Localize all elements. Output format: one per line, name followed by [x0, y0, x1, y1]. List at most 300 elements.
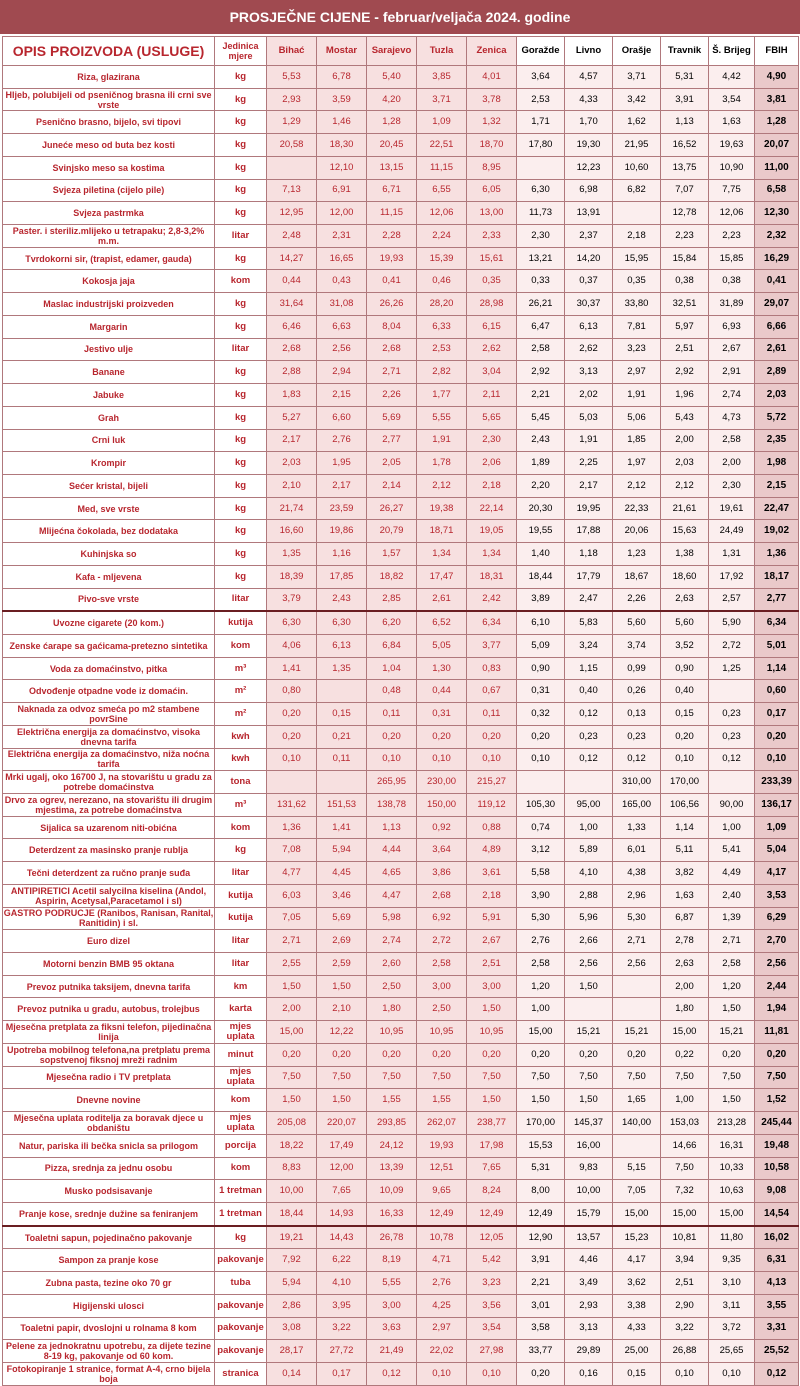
price-cell: 262,07 — [417, 1112, 467, 1135]
price-cell: 7,50 — [661, 1066, 709, 1089]
price-cell: 5,30 — [613, 907, 661, 930]
price-cell: 0,92 — [417, 816, 467, 839]
price-cell: 95,00 — [565, 794, 613, 817]
fbih-average-cell: 7,50 — [755, 1066, 799, 1089]
price-cell: 6,71 — [367, 179, 417, 202]
header-city: Goražde — [517, 37, 565, 66]
product-description: Maslac industrijski proizveden — [3, 293, 215, 316]
price-cell: 2,56 — [317, 338, 367, 361]
unit-cell: kg — [215, 406, 267, 429]
price-cell: 1,96 — [661, 384, 709, 407]
price-cell: 5,94 — [267, 1272, 317, 1295]
price-cell: 18,39 — [267, 565, 317, 588]
price-cell: 16,60 — [267, 520, 317, 543]
price-cell: 0,10 — [267, 748, 317, 771]
unit-cell: litar — [215, 588, 267, 611]
price-cell: 0,23 — [709, 703, 755, 726]
header-city: Tuzla — [417, 37, 467, 66]
fbih-average-cell: 9,08 — [755, 1180, 799, 1203]
price-cell: 5,31 — [661, 66, 709, 89]
price-cell: 2,56 — [613, 953, 661, 976]
price-cell: 17,49 — [317, 1134, 367, 1157]
price-cell: 140,00 — [613, 1112, 661, 1135]
price-cell: 7,92 — [267, 1249, 317, 1272]
price-cell: 1,00 — [565, 816, 613, 839]
table-row — [3, 225, 799, 248]
price-cell: 3,11 — [709, 1294, 755, 1317]
product-description: Mjesečna uplata roditelja za boravak djece u obdaništu — [3, 1112, 215, 1135]
table-row — [3, 406, 799, 429]
fbih-average-cell: 245,44 — [755, 1112, 799, 1135]
unit-cell: m² — [215, 680, 267, 703]
price-cell: 2,88 — [565, 884, 613, 907]
price-cell: 1,80 — [367, 998, 417, 1021]
price-cell: 20,06 — [613, 520, 661, 543]
price-cell: 1,62 — [613, 111, 661, 134]
table-row — [3, 202, 799, 225]
price-cell: 215,27 — [467, 771, 517, 794]
price-cell: 1,13 — [367, 816, 417, 839]
price-cell: 2,18 — [467, 474, 517, 497]
price-cell: 2,15 — [317, 384, 367, 407]
price-cell: 0,10 — [661, 748, 709, 771]
price-cell: 2,62 — [467, 338, 517, 361]
table-row — [3, 452, 799, 475]
table-row — [3, 634, 799, 657]
price-cell: 17,85 — [317, 565, 367, 588]
price-cell: 6,34 — [467, 611, 517, 634]
header-city: Bihać — [267, 37, 317, 66]
price-cell: 2,74 — [709, 384, 755, 407]
price-table — [2, 36, 799, 1386]
price-cell: 14,66 — [661, 1134, 709, 1157]
product-description: Jestivo ulje — [3, 338, 215, 361]
unit-cell: kg — [215, 497, 267, 520]
table-row — [3, 998, 799, 1021]
price-cell: 2,03 — [661, 452, 709, 475]
price-cell: 12,49 — [517, 1202, 565, 1225]
price-cell: 12,22 — [317, 1021, 367, 1044]
price-cell: 12,06 — [417, 202, 467, 225]
table-header-row — [3, 37, 799, 66]
price-cell: 0,20 — [417, 725, 467, 748]
product-description: Juneće meso od buta bez kosti — [3, 134, 215, 157]
price-cell: 4,57 — [565, 66, 613, 89]
price-cell: 7,81 — [613, 315, 661, 338]
price-cell: 1,71 — [517, 111, 565, 134]
price-cell: 1,16 — [317, 543, 367, 566]
price-cell: 8,00 — [517, 1180, 565, 1203]
price-cell: 2,26 — [613, 588, 661, 611]
price-cell: 14,43 — [317, 1226, 367, 1249]
product-description: Natur, pariska ili bečka snicla sa prilogom — [3, 1134, 215, 1157]
price-cell: 213,28 — [709, 1112, 755, 1135]
price-cell: 0,10 — [467, 1362, 517, 1385]
price-cell: 0,33 — [517, 270, 565, 293]
price-cell: 8,24 — [467, 1180, 517, 1203]
price-cell: 0,11 — [317, 748, 367, 771]
product-description: Prevoz putnika u gradu, autobus, trolejbus — [3, 998, 215, 1021]
price-cell: 0,21 — [317, 725, 367, 748]
price-cell: 3,10 — [709, 1272, 755, 1295]
price-cell: 15,79 — [565, 1202, 613, 1225]
price-cell: 2,30 — [467, 429, 517, 452]
unit-cell: litar — [215, 953, 267, 976]
price-cell: 0,31 — [417, 703, 467, 726]
unit-cell: minut — [215, 1043, 267, 1066]
product-description: Električna energija za domaćinstvo, visoka dnevna tarifa — [3, 725, 215, 748]
price-cell: 3,52 — [661, 634, 709, 657]
fbih-average-cell: 0,12 — [755, 1362, 799, 1385]
price-cell: 6,52 — [417, 611, 467, 634]
price-cell: 0,23 — [565, 725, 613, 748]
price-cell: 1,38 — [661, 543, 709, 566]
price-cell: 0,38 — [661, 270, 709, 293]
price-cell: 0,23 — [709, 725, 755, 748]
price-cell: 0,20 — [367, 725, 417, 748]
table-row — [3, 497, 799, 520]
price-cell: 2,51 — [661, 1272, 709, 1295]
price-cell: 3,12 — [517, 839, 565, 862]
price-cell: 106,56 — [661, 794, 709, 817]
table-row — [3, 270, 799, 293]
price-cell: 5,30 — [517, 907, 565, 930]
price-cell: 12,05 — [467, 1226, 517, 1249]
unit-cell: kg — [215, 315, 267, 338]
price-cell: 26,26 — [367, 293, 417, 316]
price-cell: 24,12 — [367, 1134, 417, 1157]
price-cell: 0,26 — [613, 680, 661, 703]
price-cell: 2,82 — [417, 361, 467, 384]
price-cell: 10,09 — [367, 1180, 417, 1203]
table-row — [3, 111, 799, 134]
fbih-average-cell: 16,29 — [755, 247, 799, 270]
price-cell: 16,31 — [709, 1134, 755, 1157]
table-row — [3, 611, 799, 634]
price-cell: 3,13 — [565, 361, 613, 384]
price-cell: 1,20 — [709, 975, 755, 998]
price-cell: 6,78 — [317, 66, 367, 89]
unit-cell: pakovanje — [215, 1340, 267, 1363]
price-cell: 3,04 — [467, 361, 517, 384]
price-cell: 26,21 — [517, 293, 565, 316]
price-cell: 21,74 — [267, 497, 317, 520]
price-cell: 2,61 — [417, 588, 467, 611]
product-description: Naknada za odvoz smeća po m2 stambene povrSine — [3, 703, 215, 726]
price-cell: 12,00 — [317, 1157, 367, 1180]
unit-cell: kg — [215, 1226, 267, 1249]
price-cell: 3,79 — [267, 588, 317, 611]
header-city: Orašje — [613, 37, 661, 66]
price-cell: 24,49 — [709, 520, 755, 543]
price-cell: 11,73 — [517, 202, 565, 225]
price-cell: 19,38 — [417, 497, 467, 520]
price-cell: 3,91 — [661, 88, 709, 111]
table-row — [3, 975, 799, 998]
price-cell — [565, 998, 613, 1021]
page-title: PROSJEČNE CIJENE - februar/veljača 2024. godine — [0, 0, 800, 34]
price-cell: 3,00 — [467, 975, 517, 998]
price-cell: 4,10 — [565, 862, 613, 885]
price-cell: 6,13 — [317, 634, 367, 657]
price-cell: 19,93 — [367, 247, 417, 270]
price-cell: 2,60 — [367, 953, 417, 976]
price-cell: 2,47 — [565, 588, 613, 611]
price-cell: 13,15 — [367, 156, 417, 179]
price-cell: 2,48 — [267, 225, 317, 248]
price-cell: 17,92 — [709, 565, 755, 588]
price-cell: 238,77 — [467, 1112, 517, 1135]
table-row — [3, 429, 799, 452]
price-cell: 2,77 — [367, 429, 417, 452]
price-cell: 18,67 — [613, 565, 661, 588]
product-description: Odvođenje otpadne vode iz domaćin. — [3, 680, 215, 703]
price-cell — [317, 771, 367, 794]
price-cell: 2,03 — [267, 452, 317, 475]
fbih-average-cell: 20,07 — [755, 134, 799, 157]
price-cell: 1,78 — [417, 452, 467, 475]
fbih-average-cell: 0,20 — [755, 725, 799, 748]
price-cell: 33,77 — [517, 1340, 565, 1363]
price-cell: 8,95 — [467, 156, 517, 179]
price-cell: 14,20 — [565, 247, 613, 270]
fbih-average-cell: 1,52 — [755, 1089, 799, 1112]
header-city: Travnik — [661, 37, 709, 66]
unit-cell: mjes uplata — [215, 1021, 267, 1044]
price-cell: 6,30 — [317, 611, 367, 634]
price-cell — [517, 156, 565, 179]
price-cell: 2,71 — [709, 930, 755, 953]
price-cell — [613, 202, 661, 225]
price-cell: 0,41 — [367, 270, 417, 293]
table-row — [3, 1272, 799, 1295]
fbih-average-cell: 10,58 — [755, 1157, 799, 1180]
fbih-average-cell: 12,30 — [755, 202, 799, 225]
price-cell: 3,42 — [613, 88, 661, 111]
price-cell: 3,63 — [367, 1317, 417, 1340]
price-cell: 5,97 — [661, 315, 709, 338]
price-cell — [709, 680, 755, 703]
header-unit: Jedinica mjere — [215, 37, 267, 66]
price-cell: 2,63 — [661, 953, 709, 976]
unit-cell: litar — [215, 930, 267, 953]
price-cell: 19,95 — [565, 497, 613, 520]
price-cell: 5,45 — [517, 406, 565, 429]
price-cell: 2,28 — [367, 225, 417, 248]
fbih-average-cell: 0,41 — [755, 270, 799, 293]
price-cell: 7,50 — [367, 1066, 417, 1089]
price-cell: 3,90 — [517, 884, 565, 907]
price-cell: 5,58 — [517, 862, 565, 885]
price-cell: 2,59 — [317, 953, 367, 976]
price-cell: 3,74 — [613, 634, 661, 657]
price-cell: 6,03 — [267, 884, 317, 907]
product-description: Paster. i steriliz.mlijeko u tetrapaku; 2,8-3,2% m.m. — [3, 225, 215, 248]
unit-cell: kg — [215, 429, 267, 452]
price-cell: 1,91 — [613, 384, 661, 407]
unit-cell: kg — [215, 839, 267, 862]
price-cell: 7,08 — [267, 839, 317, 862]
fbih-average-cell: 3,31 — [755, 1317, 799, 1340]
price-cell: 2,67 — [709, 338, 755, 361]
price-cell: 3,13 — [565, 1317, 613, 1340]
price-cell: 10,78 — [417, 1226, 467, 1249]
unit-cell: kg — [215, 474, 267, 497]
fbih-average-cell: 1,36 — [755, 543, 799, 566]
price-cell: 5,09 — [517, 634, 565, 657]
price-cell: 2,72 — [709, 634, 755, 657]
price-cell: 2,30 — [517, 225, 565, 248]
price-cell: 5,27 — [267, 406, 317, 429]
price-cell: 19,55 — [517, 520, 565, 543]
fbih-average-cell: 5,01 — [755, 634, 799, 657]
product-description: Dnevne novine — [3, 1089, 215, 1112]
price-cell: 0,35 — [613, 270, 661, 293]
fbih-average-cell: 1,14 — [755, 657, 799, 680]
product-description: Zenske ćarape sa gaćicama-pretezno sintetika — [3, 634, 215, 657]
price-cell: 0,17 — [317, 1362, 367, 1385]
price-cell: 1,41 — [267, 657, 317, 680]
price-cell: 2,62 — [565, 338, 613, 361]
price-cell: 9,35 — [709, 1249, 755, 1272]
unit-cell: km — [215, 975, 267, 998]
price-cell: 15,23 — [613, 1226, 661, 1249]
product-description: ANTIPIRETICI Acetil salycilna kiselina (Andol, Aspirin, Acetysal,Paracetamol i sl) — [3, 884, 215, 907]
fbih-average-cell: 6,58 — [755, 179, 799, 202]
price-cell: 4,49 — [709, 862, 755, 885]
price-cell: 1,35 — [317, 657, 367, 680]
price-cell: 0,20 — [467, 1043, 517, 1066]
price-cell: 0,32 — [517, 703, 565, 726]
price-cell: 23,59 — [317, 497, 367, 520]
price-cell: 1,97 — [613, 452, 661, 475]
fbih-average-cell: 6,29 — [755, 907, 799, 930]
price-cell: 2,67 — [467, 930, 517, 953]
fbih-average-cell: 4,17 — [755, 862, 799, 885]
fbih-average-cell: 2,89 — [755, 361, 799, 384]
price-cell: 22,33 — [613, 497, 661, 520]
table-row — [3, 1226, 799, 1249]
unit-cell: m³ — [215, 794, 267, 817]
product-description: Zubna pasta, tezine oko 70 gr — [3, 1272, 215, 1295]
price-cell: 1,09 — [417, 111, 467, 134]
price-cell: 18,22 — [267, 1134, 317, 1157]
unit-cell: mjes uplata — [215, 1066, 267, 1089]
unit-cell: kutija — [215, 907, 267, 930]
table-row — [3, 953, 799, 976]
product-description: Sampon za pranje kose — [3, 1249, 215, 1272]
price-cell: 0,10 — [517, 748, 565, 771]
price-cell: 3,85 — [417, 66, 467, 89]
price-cell: 3,23 — [467, 1272, 517, 1295]
product-description: Fotokopiranje 1 stranice, format A-4, crno bijela boja — [3, 1362, 215, 1385]
price-cell: 7,65 — [467, 1157, 517, 1180]
price-cell: 4,17 — [613, 1249, 661, 1272]
price-cell: 230,00 — [417, 771, 467, 794]
price-cell: 22,02 — [417, 1340, 467, 1363]
price-cell: 1,50 — [709, 1089, 755, 1112]
price-cell: 20,79 — [367, 520, 417, 543]
price-cell: 0,10 — [467, 748, 517, 771]
price-cell: 10,95 — [417, 1021, 467, 1044]
price-cell: 1,50 — [565, 1089, 613, 1112]
price-cell: 3,01 — [517, 1294, 565, 1317]
unit-cell: kwh — [215, 725, 267, 748]
price-cell: 1,91 — [565, 429, 613, 452]
price-cell: 6,63 — [317, 315, 367, 338]
price-cell: 7,07 — [661, 179, 709, 202]
price-cell: 0,83 — [467, 657, 517, 680]
price-cell: 12,23 — [565, 156, 613, 179]
price-cell: 17,88 — [565, 520, 613, 543]
price-cell: 3,00 — [367, 1294, 417, 1317]
product-description: Drvo za ogrev, nerezano, na stovarištu ili drugim mjestima, za potrebe domaćinstva — [3, 794, 215, 817]
unit-cell: stranica — [215, 1362, 267, 1385]
price-cell: 3,24 — [565, 634, 613, 657]
table-row — [3, 520, 799, 543]
price-cell: 1,91 — [417, 429, 467, 452]
price-cell: 2,21 — [517, 1272, 565, 1295]
price-cell: 6,98 — [565, 179, 613, 202]
table-row — [3, 66, 799, 89]
table-row — [3, 565, 799, 588]
product-description: Med, sve vrste — [3, 497, 215, 520]
price-cell: 2,58 — [709, 429, 755, 452]
fbih-average-cell: 1,98 — [755, 452, 799, 475]
product-description: Tvrdokorni sir, (trapist, edamer, gauda) — [3, 247, 215, 270]
product-description: Upotreba mobilnog telefona,na pretplatu prema sopstvenoj fiksnoj mreži radnim — [3, 1043, 215, 1066]
product-description: Mjesečna pretplata za fiksni telefon, pijedinačna linija — [3, 1021, 215, 1044]
table-row — [3, 907, 799, 930]
product-description: Deterdzent za masinsko pranje rublja — [3, 839, 215, 862]
price-cell: 0,48 — [367, 680, 417, 703]
price-cell: 6,05 — [467, 179, 517, 202]
price-cell: 5,94 — [317, 839, 367, 862]
price-cell: 32,51 — [661, 293, 709, 316]
table-row — [3, 839, 799, 862]
price-cell: 15,21 — [709, 1021, 755, 1044]
fbih-average-cell: 3,81 — [755, 88, 799, 111]
price-cell: 3,94 — [661, 1249, 709, 1272]
product-description: Pivo-sve vrste — [3, 588, 215, 611]
price-cell: 9,83 — [565, 1157, 613, 1180]
price-cell: 2,58 — [709, 953, 755, 976]
price-cell: 265,95 — [367, 771, 417, 794]
price-cell: 10,00 — [267, 1180, 317, 1203]
table-row — [3, 474, 799, 497]
price-cell: 2,76 — [517, 930, 565, 953]
table-row — [3, 1157, 799, 1180]
price-cell: 2,66 — [565, 930, 613, 953]
product-description: Električna energija za domaćinstvo, niža noćna tarifa — [3, 748, 215, 771]
table-row — [3, 884, 799, 907]
price-cell: 0,22 — [661, 1043, 709, 1066]
price-cell: 2,43 — [317, 588, 367, 611]
product-description: Hljeb, polubijeli od pseničnog brasna ili crni sve vrste — [3, 88, 215, 111]
price-cell: 0,20 — [267, 703, 317, 726]
price-cell: 0,12 — [613, 748, 661, 771]
header-fbih: FBIH — [755, 37, 799, 66]
price-cell: 5,43 — [661, 406, 709, 429]
unit-cell: kg — [215, 520, 267, 543]
price-cell: 2,43 — [517, 429, 565, 452]
price-cell: 3,86 — [417, 862, 467, 885]
price-cell: 13,91 — [565, 202, 613, 225]
price-cell: 0,40 — [565, 680, 613, 703]
price-cell: 2,55 — [267, 953, 317, 976]
price-cell: 10,95 — [367, 1021, 417, 1044]
price-cell: 5,69 — [367, 406, 417, 429]
